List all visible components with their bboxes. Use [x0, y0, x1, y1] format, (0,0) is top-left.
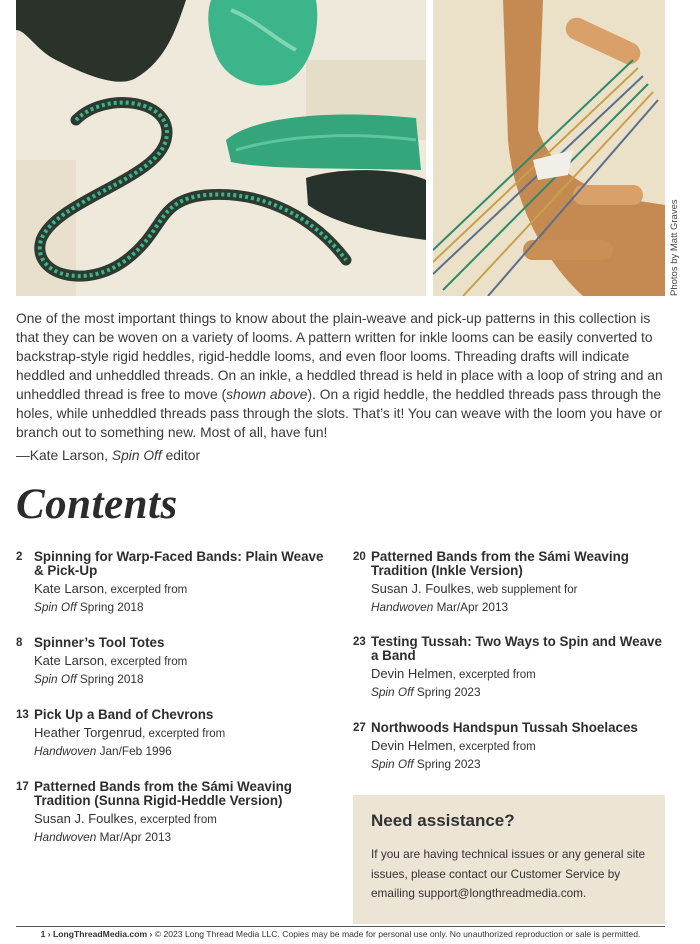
footer-divider — [16, 926, 665, 927]
entry-page-number: 23 — [353, 636, 366, 648]
contents-entry[interactable] — [16, 780, 326, 846]
entry-note: , excerpted from — [104, 656, 188, 668]
contents-entry[interactable] — [353, 635, 663, 701]
entry-publication — [371, 756, 663, 773]
entry-magazine: Handwoven — [34, 744, 97, 758]
entry-author-line — [34, 810, 326, 829]
entry-publication — [371, 684, 663, 701]
entry-author-line — [371, 665, 663, 684]
intro-text-part2: ). On a rigid heddle, the heddled threads pass through the holes, while unheddled threads pass through the slots. That’s it! You can weave with the loom you have or branch out to something new. Most of all, have fun! — [16, 387, 663, 440]
entry-author-line — [34, 580, 326, 599]
footer-separator: › — [45, 929, 54, 939]
entry-author: Kate Larson — [34, 581, 105, 596]
entry-author-line — [371, 737, 663, 756]
entry-note: , excerpted from — [133, 814, 217, 826]
entry-page-number: 17 — [16, 781, 29, 793]
entry-note: , excerpted from — [142, 728, 226, 740]
footer-copyright: © 2023 Long Thread Media LLC. Copies may be made for personal use only. No unauthorized reproduction or sale is permitted. — [154, 929, 641, 939]
editor-signature — [16, 446, 416, 465]
entry-author: Devin Helmen — [371, 738, 453, 753]
assistance-title: Need assistance? — [371, 811, 515, 830]
entry-author: Heather Torgenrud — [34, 725, 143, 740]
photo-inkle-loom — [433, 0, 665, 296]
entry-issue: Spring 2023 — [413, 685, 481, 699]
footer-separator: › — [147, 929, 155, 939]
entry-author-line — [371, 580, 663, 599]
entry-publication — [34, 671, 326, 688]
entry-magazine: Spin Off — [371, 757, 414, 771]
entry-author: Kate Larson — [34, 653, 105, 668]
entry-page-number: 8 — [16, 637, 23, 649]
entry-author-line — [34, 724, 326, 743]
footer-site-link[interactable]: LongThreadMedia.com — [53, 929, 148, 939]
contents-entry[interactable] — [353, 550, 663, 616]
intro-paragraph — [16, 309, 671, 442]
entry-title[interactable]: Pick Up a Band of Chevrons — [34, 707, 214, 722]
entry-author: Devin Helmen — [371, 666, 453, 681]
signature-name: —Kate Larson, — [16, 448, 112, 463]
contents-entry[interactable] — [16, 550, 326, 616]
entry-author-line — [34, 652, 326, 671]
entry-note: , excerpted from — [104, 584, 188, 596]
contents-entry[interactable] — [353, 721, 663, 773]
entry-issue: Spring 2018 — [76, 672, 144, 686]
entry-publication — [371, 599, 663, 616]
entry-issue: Mar/Apr 2013 — [433, 600, 509, 614]
entry-note: , excerpted from — [452, 741, 536, 753]
inkle-loom-illustration — [433, 0, 665, 296]
entry-issue: Jan/Feb 1996 — [96, 744, 172, 758]
assistance-box — [353, 795, 665, 924]
contents-entry[interactable] — [16, 708, 326, 760]
page-footer — [16, 929, 665, 940]
entry-page-number: 20 — [353, 551, 366, 563]
entry-author: Susan J. Foulkes — [371, 581, 471, 596]
entry-magazine: Spin Off — [34, 600, 77, 614]
entry-magazine: Handwoven — [34, 830, 97, 844]
photo-woven-bands-yarn — [16, 0, 426, 296]
intro-emphasis: shown above — [226, 387, 308, 402]
entry-note: , excerpted from — [452, 669, 536, 681]
entry-title[interactable]: Spinner’s Tool Totes — [34, 635, 165, 650]
entry-title[interactable]: Patterned Bands from the Sámi Weaving Tradition (Sunna Rigid-Heddle Version) — [34, 779, 292, 808]
contents-heading: Contents — [16, 481, 178, 528]
entry-publication — [34, 829, 326, 846]
photo-credit: Photos by Matt Graves — [669, 199, 680, 296]
entry-publication — [34, 599, 326, 616]
entry-title[interactable]: Northwoods Handspun Tussah Shoelaces — [371, 720, 638, 735]
entry-title[interactable]: Spinning for Warp-Faced Bands: Plain Weave & Pick-Up — [34, 549, 324, 578]
entry-issue: Mar/Apr 2013 — [96, 830, 172, 844]
entry-title[interactable]: Testing Tussah: Two Ways to Spin and Weave a Band — [371, 634, 662, 663]
intro-text-part1: One of the most important things to know about the plain-weave and pick-up patterns in this collection is that they can be woven on a variety of looms. A pattern written for inkle looms can be easily converted to backstrap-style rigid heddles, rigid-heddle looms, and even floor looms. Threading drafts will indicate heddled and unheddled threads. On an inkle, a heddled thread is held in place with a loop of string and an unheddled thread is free to move ( — [16, 311, 663, 402]
entry-magazine: Spin Off — [34, 672, 77, 686]
entry-page-number: 27 — [353, 722, 366, 734]
woven-bands-illustration — [16, 0, 426, 296]
entry-page-number: 13 — [16, 709, 29, 721]
entry-note: , web supplement for — [470, 584, 578, 596]
footer-page-number: 1 — [40, 929, 46, 939]
entry-publication — [34, 743, 326, 760]
entry-magazine: Spin Off — [371, 685, 414, 699]
signature-role: editor — [161, 448, 201, 463]
entry-issue: Spring 2018 — [76, 600, 144, 614]
entry-issue: Spring 2023 — [413, 757, 481, 771]
signature-magazine: Spin Off — [111, 448, 162, 463]
entry-title[interactable]: Patterned Bands from the Sámi Weaving Tradition (Inkle Version) — [371, 549, 629, 578]
assistance-text[interactable]: If you are having technical issues or any general site issues, please contact our Customer Service by emailing support@longthreadmedia.com. — [371, 847, 646, 900]
entry-page-number: 2 — [16, 551, 23, 563]
entry-author: Susan J. Foulkes — [34, 811, 134, 826]
entry-magazine: Handwoven — [371, 600, 434, 614]
contents-entry[interactable] — [16, 636, 326, 688]
